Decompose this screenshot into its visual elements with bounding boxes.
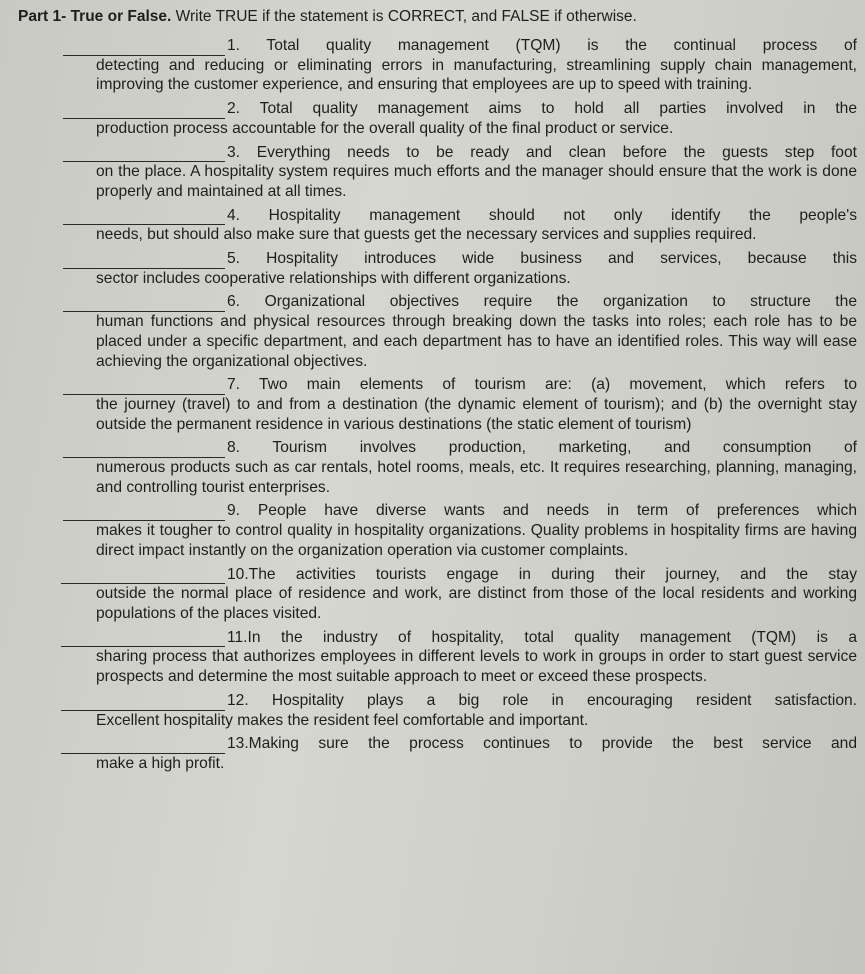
part-instruction: Write TRUE if the statement is CORRECT, and FALSE if otherwise. <box>175 8 637 25</box>
statement-item <box>18 143 857 202</box>
statement-text-continuation: production process accountable for the overall quality of the final product or service. <box>96 119 674 137</box>
answer-blank[interactable] <box>63 41 225 56</box>
statement-item <box>18 292 857 371</box>
statement-text-continuation: makes it tougher to control quality in hospitality organizations. Quality problems in hospitality firms are having direct impact instantly on the organization operation via customer complaints. <box>96 522 857 559</box>
statement-text-start: 13.Making sure the process continues to provide the best service and <box>227 735 857 753</box>
answer-blank[interactable] <box>61 569 225 584</box>
answer-blank[interactable] <box>61 696 225 711</box>
statement-item <box>18 691 857 730</box>
statement-text-continuation: sharing process that authorizes employees in different levels to work in groups in order to start guest service prospects and determine the most suitable approach to meet or exceed these prospects. <box>96 648 857 686</box>
statement-first-line <box>18 99 857 119</box>
statement-text-start: 9. People have diverse wants and needs in term of preferences which <box>227 502 857 520</box>
statement-text-start: 3. Everything needs to be ready and clean before the guests step foot <box>227 143 857 161</box>
statement-item <box>18 375 857 434</box>
answer-blank[interactable] <box>61 739 225 754</box>
statement-text-continuation: outside the normal place of residence and work, are distinct from those of the local residents and working populations of the places visited. <box>96 585 857 622</box>
statement-first-line <box>18 691 857 711</box>
statement-first-line <box>18 206 857 226</box>
statement-item <box>18 36 857 95</box>
statement-text-start: 2. Total quality management aims to hold all parties involved in the <box>227 100 857 118</box>
statement-item <box>18 206 857 245</box>
statement-text-start: 6. Organizational objectives require the organization to structure the <box>227 293 857 311</box>
statement-text-continuation: detecting and reducing or eliminating errors in manufacturing, streamlining supply chain management, improving the customer experience, and ensuring that employees are up to speed with training. <box>96 56 857 94</box>
statement-text-continuation: on the place. A hospitality system requires much efforts and the manager should ensure that the work is done properly and maintained at all times. <box>96 163 857 200</box>
answer-blank[interactable] <box>63 210 225 225</box>
statement-item <box>18 501 857 560</box>
answer-blank[interactable] <box>63 443 225 458</box>
statement-text-continuation: numerous products such as car rentals, hotel rooms, meals, etc. It requires researching, planning, managing, and controlling tourist enterprises. <box>96 459 857 496</box>
answer-blank[interactable] <box>63 297 225 312</box>
statement-text-continuation: Excellent hospitality makes the resident feel comfortable and important. <box>96 711 589 729</box>
statement-item <box>18 734 857 773</box>
statement-text-start: 12. Hospitality plays a big role in encouraging resident satisfaction. <box>227 691 857 709</box>
statement-item <box>18 565 857 624</box>
statement-text-continuation: the journey (travel) to and from a destination (the dynamic element of tourism); and (b) the overnight stay outside the permanent residence in various destinations (the static element of tourism) <box>96 395 857 433</box>
statement-text-start: 10.The activities tourists engage in during their journey, and the stay <box>227 565 857 583</box>
statement-item <box>18 628 857 687</box>
statement-text-start: 7. Two main elements of tourism are: (a) movement, which refers to <box>227 376 857 394</box>
part-label: Part 1- <box>18 8 67 25</box>
answer-blank[interactable] <box>63 147 225 162</box>
answer-blank[interactable] <box>63 506 225 521</box>
answer-blank[interactable] <box>63 254 225 269</box>
statement-first-line <box>18 734 857 754</box>
statement-item <box>18 249 857 288</box>
statement-text-continuation: human functions and physical resources through breaking down the tasks into roles; each role has to be placed under a specific department, and each department has to have an identified roles. This way will ease achieving the organizational objectives. <box>96 313 857 370</box>
statement-text-start: 4. Hospitality management should not only identify the people's <box>227 206 857 224</box>
statement-first-line <box>18 501 857 521</box>
part-heading <box>18 6 857 27</box>
statement-first-line <box>18 375 857 395</box>
statement-text-start: 1. Total quality management (TQM) is the continual process of <box>227 37 857 54</box>
statement-first-line <box>18 143 857 163</box>
answer-blank[interactable] <box>63 104 225 119</box>
statement-item <box>18 99 857 138</box>
statement-text-start: 11.In the industry of hospitality, total quality management (TQM) is a <box>227 628 857 646</box>
statement-list <box>18 36 857 774</box>
statement-first-line <box>18 36 857 56</box>
answer-blank[interactable] <box>63 380 225 395</box>
part-title: True or False. <box>70 8 172 25</box>
statement-first-line <box>18 438 857 458</box>
statement-text-continuation: make a high profit. <box>96 754 225 772</box>
statement-first-line <box>18 565 857 585</box>
statement-item <box>18 438 857 497</box>
answer-blank[interactable] <box>61 632 225 647</box>
statement-text-start: 5. Hospitality introduces wide business and services, because this <box>227 250 857 268</box>
statement-first-line <box>18 249 857 269</box>
statement-first-line <box>18 292 857 312</box>
statement-first-line <box>18 628 857 648</box>
statement-text-continuation: needs, but should also make sure that guests get the necessary services and supplies required. <box>96 226 757 244</box>
statement-text-start: 8. Tourism involves production, marketing, and consumption of <box>227 439 857 457</box>
statement-text-continuation: sector includes cooperative relationships with different organizations. <box>96 269 571 287</box>
